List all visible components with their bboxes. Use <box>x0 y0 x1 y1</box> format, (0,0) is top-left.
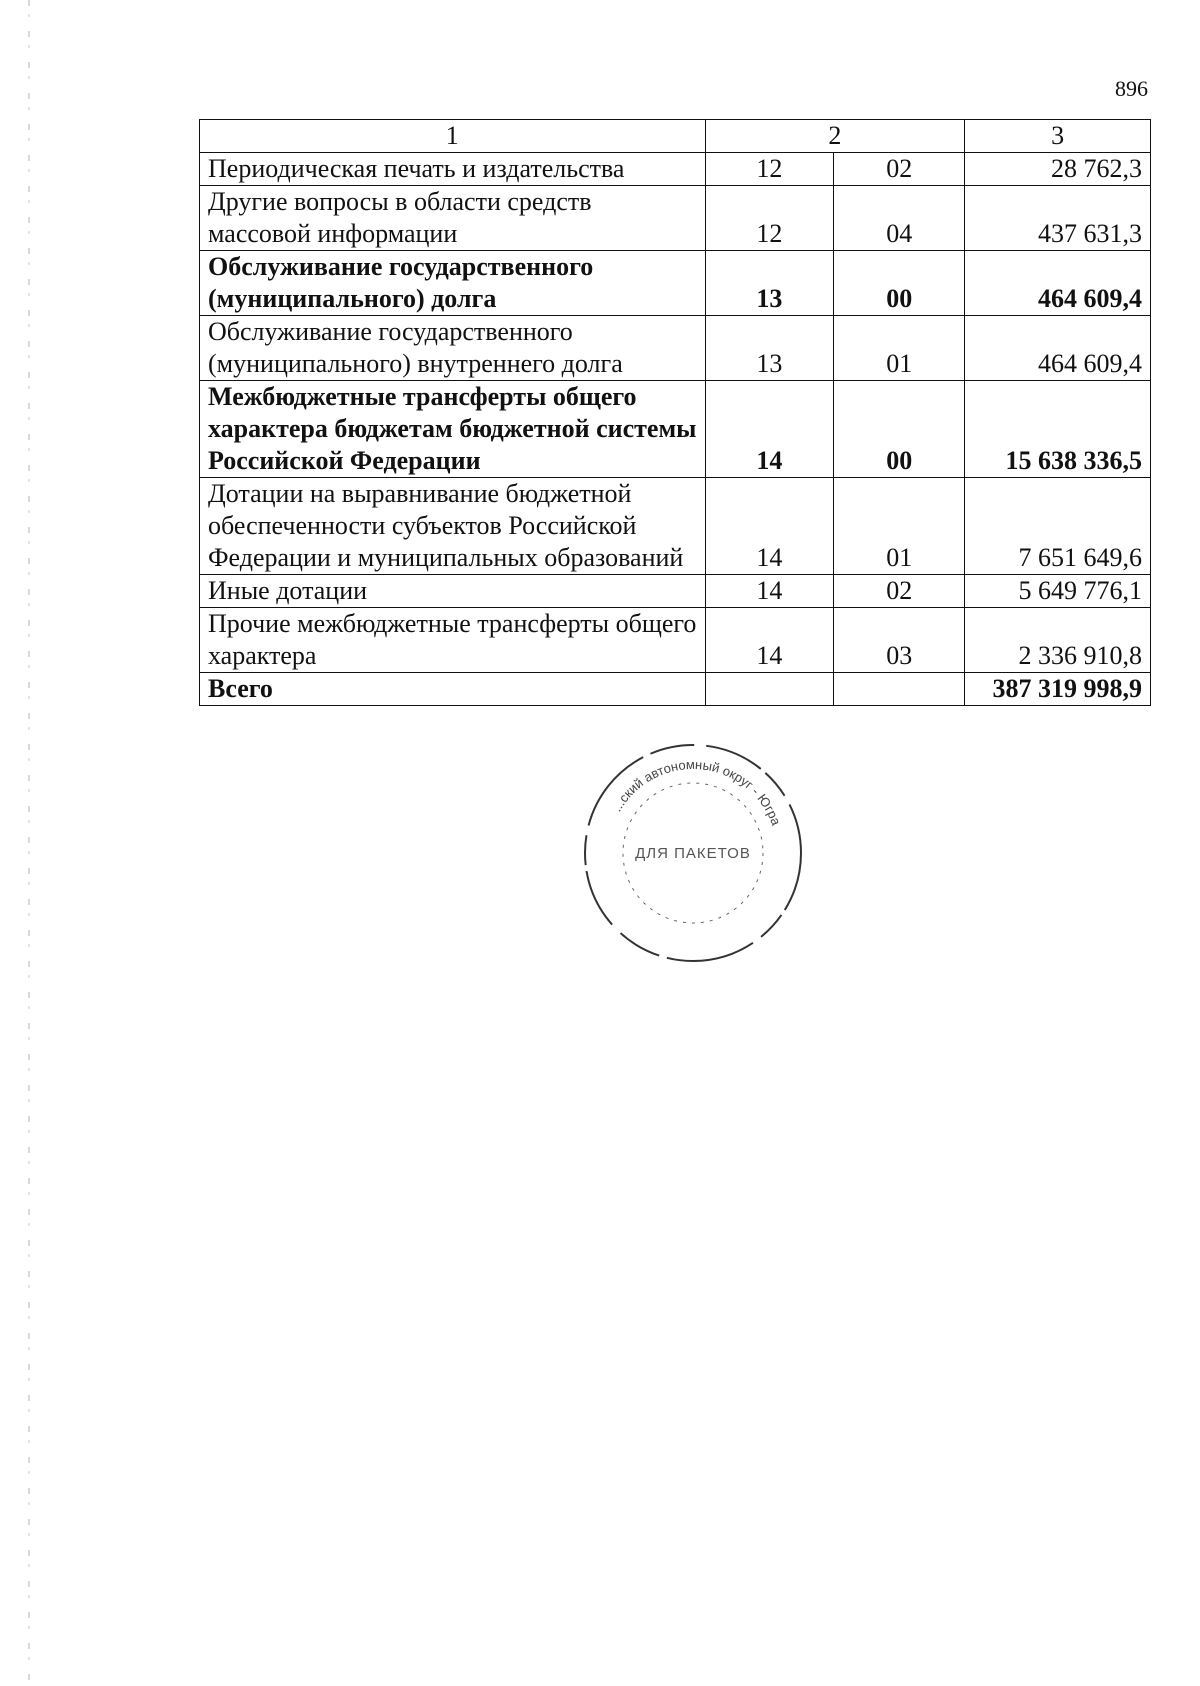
stamp-ring-text: ...ский автономный округ - Югра <box>608 756 784 828</box>
row-amount: 464 609,4 <box>965 251 1151 316</box>
row-section: 14 <box>705 381 834 478</box>
table-row-bold <box>200 251 1151 316</box>
row-section: 14 <box>705 608 834 673</box>
row-section: 12 <box>705 153 834 186</box>
row-subsection: 01 <box>834 478 965 575</box>
row-section: 13 <box>705 316 834 381</box>
row-section: 14 <box>705 575 834 608</box>
budget-table <box>199 119 1151 706</box>
row-amount: 5 649 776,1 <box>965 575 1151 608</box>
row-subsection: 04 <box>834 186 965 251</box>
header-col-2: 2 <box>705 120 965 153</box>
table-row <box>200 316 1151 381</box>
table-row <box>200 153 1151 186</box>
total-label: Всего <box>200 673 706 706</box>
stamp-center-text: ДЛЯ ПАКЕТОВ <box>635 845 751 862</box>
table-row <box>200 478 1151 575</box>
official-stamp <box>580 740 806 966</box>
row-amount: 28 762,3 <box>965 153 1151 186</box>
row-name: Периодическая печать и издательства <box>200 153 706 186</box>
row-name: Иные дотации <box>200 575 706 608</box>
table-row <box>200 575 1151 608</box>
row-subsection: 01 <box>834 316 965 381</box>
row-section: 13 <box>705 251 834 316</box>
row-section: 14 <box>705 478 834 575</box>
total-amount: 387 319 998,9 <box>965 673 1151 706</box>
row-name: Другие вопросы в области средств массовой информации <box>200 186 706 251</box>
page-number: 896 <box>1115 76 1148 101</box>
row-name: Межбюджетные трансферты общего характера бюджетам бюджетной системы Российской Федерации <box>200 381 706 478</box>
table-row-bold <box>200 381 1151 478</box>
row-name: Дотации на выравнивание бюджетной обеспеченности субъектов Российской Федерации и муниципальных образований <box>200 478 706 575</box>
row-amount: 7 651 649,6 <box>965 478 1151 575</box>
header-col-3: 3 <box>965 120 1151 153</box>
total-subsection-empty <box>834 673 965 706</box>
row-amount: 15 638 336,5 <box>965 381 1151 478</box>
row-amount: 437 631,3 <box>965 186 1151 251</box>
row-subsection: 02 <box>834 575 965 608</box>
row-name: Прочие межбюджетные трансферты общего характера <box>200 608 706 673</box>
table-header-row <box>200 120 1151 153</box>
total-section-empty <box>705 673 834 706</box>
row-name: Обслуживание государственного (муниципального) внутреннего долга <box>200 316 706 381</box>
row-subsection: 00 <box>834 381 965 478</box>
row-subsection: 00 <box>834 251 965 316</box>
scan-edge-artifact <box>28 0 30 1686</box>
row-amount: 464 609,4 <box>965 316 1151 381</box>
row-section: 12 <box>705 186 834 251</box>
table-row <box>200 608 1151 673</box>
table-row <box>200 186 1151 251</box>
row-subsection: 03 <box>834 608 965 673</box>
row-subsection: 02 <box>834 153 965 186</box>
row-name: Обслуживание государственного (муниципального) долга <box>200 251 706 316</box>
row-amount: 2 336 910,8 <box>965 608 1151 673</box>
table-total-row <box>200 673 1151 706</box>
header-col-1: 1 <box>200 120 706 153</box>
